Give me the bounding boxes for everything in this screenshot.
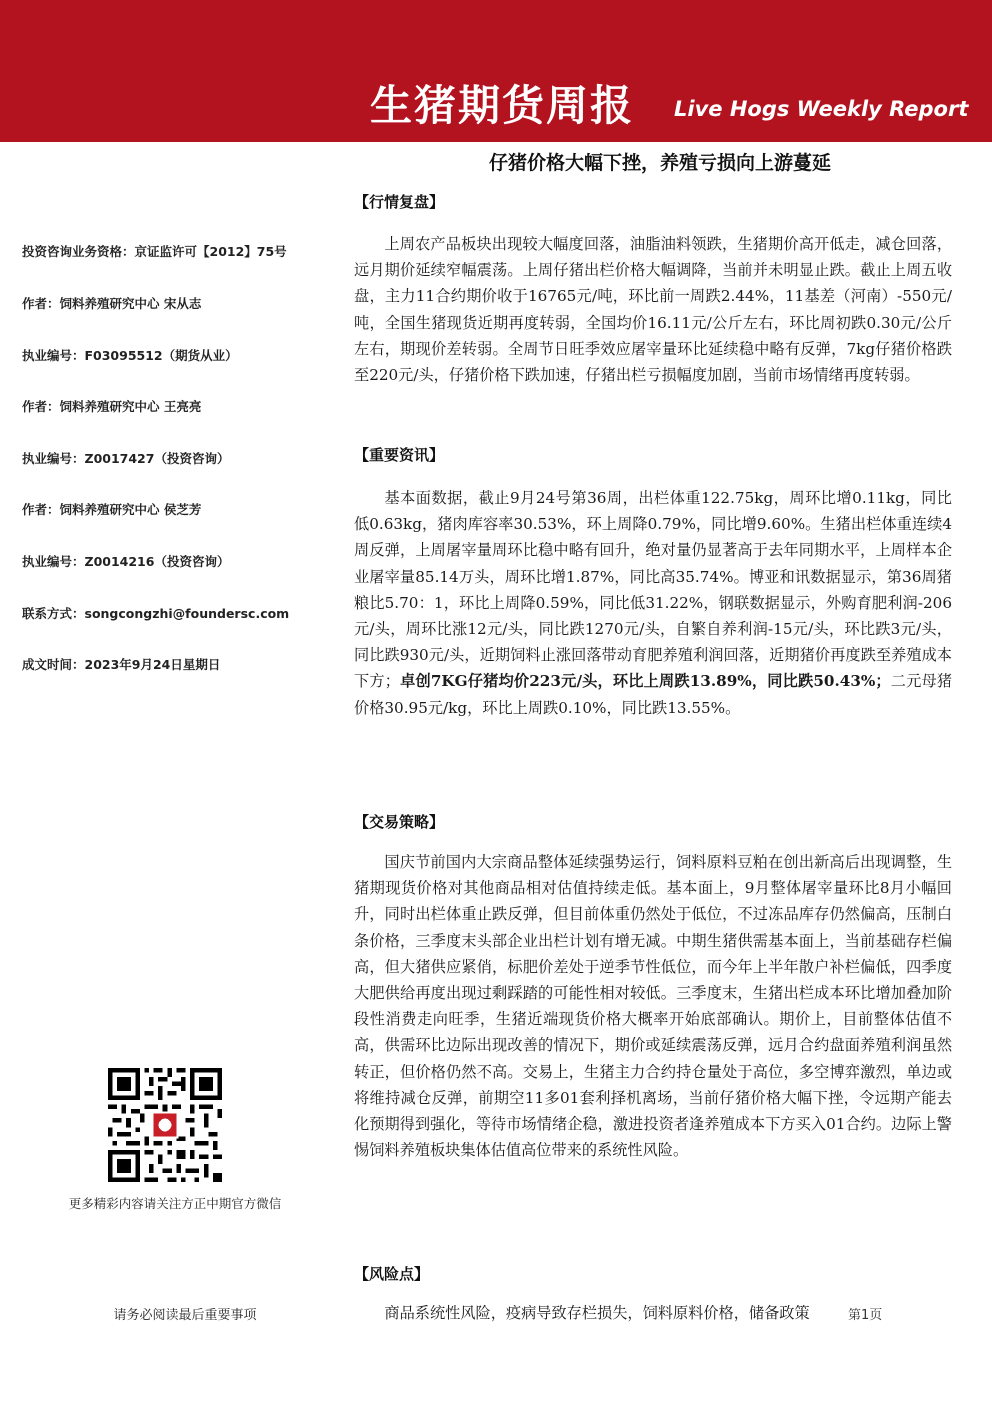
section-heading-key-news: 【重要资讯】 [354, 446, 445, 464]
page-number: 第1页 [848, 1308, 883, 1323]
market-review-paragraph: 上周农产品板块出现较大幅度回落，油脂油料领跌，生猪期价高开低走，减仓回落，远月期价延续窄幅震荡。上周仔猪出栏价格大幅调降，当前并未明显止跌。截止上周五收盘，主力11合约期价收于16765元/吨，环比前一周跌2.44%，11基差（河南）-550元/吨，全国生猪现货近期再度转弱，全国均价16.11元/公斤左右，环比周初跌0.30元/公斤左右，期现价差转弱。全周节日旺季效应屠宰量环比延续稳中略有反弹，7kg仔猪价格跌至220元/头，仔猪价格下跌加速，仔猪出栏亏损幅度加剧，当前市场情绪再度转弱。 [354, 235, 952, 385]
qr-caption: 更多精彩内容请关注方正中期官方微信 [68, 1196, 282, 1211]
contact-email[interactable]: 联系方式：songcongzhi@foundersc.com [22, 606, 290, 621]
section-heading-risk: 【风险点】 [354, 1265, 430, 1283]
footer-disclaimer-note: 请务必阅读最后重要事项 [113, 1308, 257, 1323]
author-3: 作者：饲料养殖研究中心 侯芝芳 [22, 502, 202, 517]
author-2: 作者：饲料养殖研究中心 王亮亮 [22, 399, 202, 414]
report-date: 成文时间：2023年9月24日星期日 [22, 657, 221, 672]
key-news-text-a: 基本面数据，截止9月24号第36周，出栏体重122.75kg，周环比增0.11kg，同比低0.63kg，猪肉库容率30.53%，环上周降0.79%，同比增9.60%。生猪出栏体重连续4周反弹，上周屠宰量周环比稳中略有回升，绝对量仍显著高于去年同期水平，上周样本企业屠宰量85.14万头，周环比增1.87%，同比高35.74%。博亚和讯数据显示，第36周猪粮比5.70：1，环比上周降0.59%，同比低31.22%，钢联数据显示，外购育肥利润-206元/头，周环比涨12元/头，同比跌1270元/头，自繁自养利润-15元/头，环比跌3元/头，同比跌930元/头，近期饲料止涨回落带动育肥养殖利润回落，近期猪价再度跌至养殖成本下方； [354, 489, 952, 691]
section-heading-strategy: 【交易策略】 [354, 813, 445, 831]
key-news-paragraph [354, 485, 952, 721]
qualification-text: 投资咨询业务资格：京证监许可【2012】75号 [22, 244, 287, 259]
qr-code-icon [108, 1068, 222, 1182]
key-news-highlight: 卓创7KG仔猪均价223元/头，环比上周跌13.89%，同比跌50.43%； [399, 672, 891, 691]
report-headline: 仔猪价格大幅下挫，养殖亏损向上游蔓延 [488, 152, 831, 174]
author-1: 作者：饲料养殖研究中心 宋从志 [22, 296, 202, 311]
report-title-cn: 生猪期货周报 [370, 81, 635, 130]
section-heading-market-review: 【行情复盘】 [354, 193, 445, 211]
risk-paragraph: 商品系统性风险，疫病导致存栏损失，饲料原料价格，储备政策 [384, 1304, 810, 1322]
wechat-qr-code[interactable] [108, 1068, 222, 1182]
license-2: 执业编号：Z0017427（投资咨询） [22, 451, 230, 466]
license-1: 执业编号：F03095512（期货从业） [22, 348, 238, 363]
key-news-text-b: 二元母猪价格30.95元/kg，环比上周跌0.10%，同比跌13.55%。 [354, 672, 953, 717]
license-3: 执业编号：Z0014216（投资咨询） [22, 554, 230, 569]
report-title-en: Live Hogs Weekly Report [674, 97, 969, 121]
strategy-paragraph: 国庆节前国内大宗商品整体延续强势运行，饲料原料豆粕在创出新高后出现调整，生猪期现货价格对其他商品相对估值持续走低。基本面上，9月整体屠宰量环比8月小幅回升，同时出栏体重止跌反弹，但目前体重仍然处于低位，不过冻品库存仍然偏高，压制白条价格，三季度末头部企业出栏计划有增无减。中期生猪供需基本面上，当前基础存栏偏高，但大猪供应紧俏，标肥价差处于逆季节性低位，而今年上半年散户补栏偏低，四季度大肥供给再度出现过剩踩踏的可能性相对较低。三季度末，生猪出栏成本环比增加叠加阶段性消费走向旺季，生猪近端现货价格大概率开始底部确认。期价上，目前整体估值不高，供需环比边际出现改善的情况下，期价或延续震荡反弹，远月合约盘面养殖利润虽然转正，但价格仍然不高。交易上，生猪主力合约持仓量处于高位，多空博弈激烈，单边或将维持减仓反弹，前期空11多01套利择机离场，当前仔猪价格大幅下挫，令远期产能去化预期得到强化，等待市场情绪企稳，激进投资者逢养殖成本下方买入01合约。边际上警惕饲料养殖板块集体估值高位带来的系统性风险。 [354, 853, 952, 1160]
